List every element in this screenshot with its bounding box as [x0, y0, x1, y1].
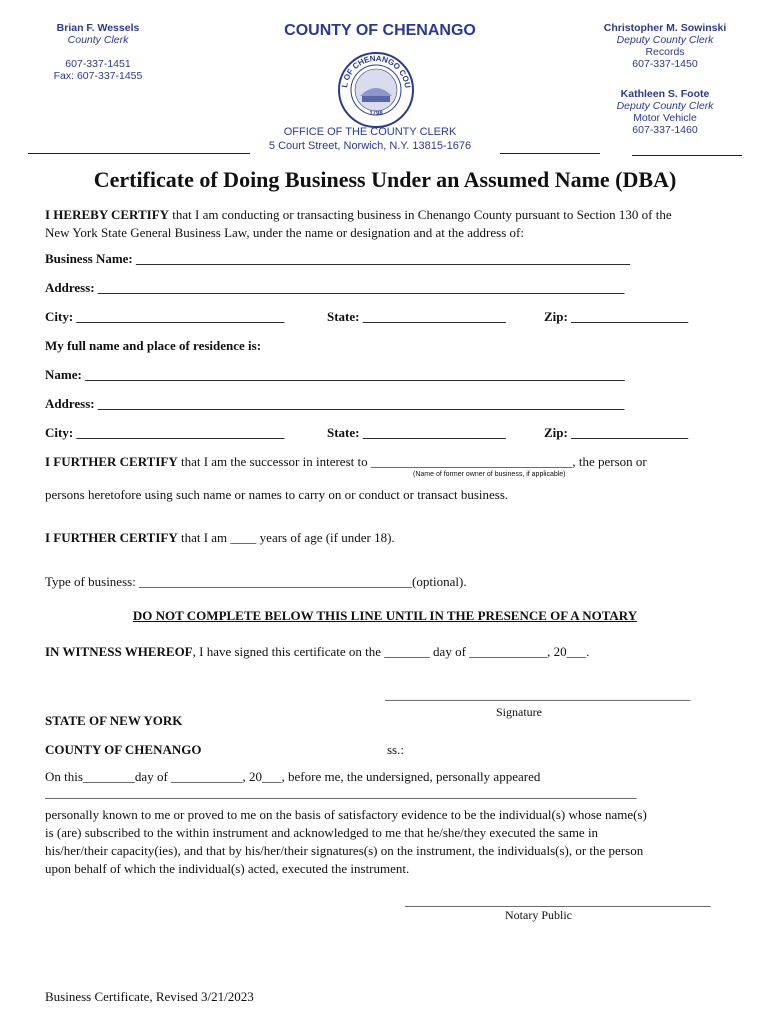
- age-field[interactable]: that I am ____ years of age (if under 18).: [177, 530, 395, 545]
- city-field-2[interactable]: City: ________________________________: [45, 425, 285, 440]
- intro-line-2: New York State General Business Law, under the name or designation and at the address of:: [45, 225, 524, 240]
- clerk-fax: Fax: 607-337-1455: [53, 70, 143, 82]
- successor-line: [45, 454, 715, 470]
- address-field-2[interactable]: Address: _________________________________________________________________________________: [45, 396, 625, 411]
- signature-line[interactable]: _______________________________________________: [385, 687, 691, 702]
- clerk-info: [28, 22, 168, 82]
- city-field-1[interactable]: City: ________________________________: [45, 309, 285, 324]
- header-rule-right: [632, 155, 742, 156]
- former-owner-note: (Name of former owner of business, if applicable): [413, 471, 566, 478]
- county-seal: [336, 50, 416, 130]
- state-field-2[interactable]: State: ______________________: [327, 425, 506, 440]
- intro-line-1: [45, 206, 715, 224]
- zip-field-1[interactable]: Zip: __________________: [544, 309, 689, 324]
- deputy1-title: Deputy County Clerk: [616, 34, 714, 46]
- deputy2-title: Deputy County Clerk: [616, 100, 714, 112]
- state-field-1[interactable]: State: ______________________: [327, 309, 506, 324]
- ack-line-3: his/her/their capacity(ies), and that by his/her/their signatures(s) on the instrument, the individuals(s), or the person: [45, 843, 644, 858]
- intro-lead: I HEREBY CERTIFY: [45, 207, 170, 222]
- further2-lead: I FURTHER CERTIFY: [45, 530, 178, 545]
- county-heading: COUNTY OF CHENANGO: [284, 22, 476, 39]
- ss-label: ss.:: [387, 742, 404, 757]
- notary-public-label: Notary Public: [505, 908, 572, 922]
- personally-appeared-field[interactable]: ___________________________________________________________________________________________: [45, 785, 637, 800]
- ack-line-2: is (are) subscribed to the within instrument and acknowledged to me that he/she/they executed the same in: [45, 825, 599, 840]
- deputy2-name: Kathleen S. Foote: [620, 88, 710, 100]
- deputy2-dept: Motor Vehicle: [633, 112, 697, 124]
- document-title: Certificate of Doing Business Under an Assumed Name (DBA): [93, 167, 677, 192]
- ack-line-1: personally known to me or proved to me on the basis of satisfactory evidence to be the individual(s) whose name(s): [45, 807, 647, 822]
- header-rule-left: [28, 153, 250, 154]
- business-name-field[interactable]: Business Name: ____________________________________________________________________________: [45, 251, 631, 266]
- seal-text: L OF CHENANGO COU: [340, 53, 413, 89]
- clerk-name: Brian F. Wessels: [56, 22, 140, 34]
- intro-rest: that I am conducting or transacting business in Chenango County pursuant to Section 130 of the: [169, 207, 672, 222]
- county-chenango: COUNTY OF CHENANGO: [45, 742, 202, 757]
- successor-line-2: persons heretofore using such name or names to carry on or conduct or transact business.: [45, 487, 509, 502]
- deputy1-name: Christopher M. Sowinski: [603, 22, 727, 34]
- notary-warning: DO NOT COMPLETE BELOW THIS LINE UNTIL IN THE PRESENCE OF A NOTARY: [132, 608, 638, 623]
- address-field-1[interactable]: Address: _________________________________________________________________________________: [45, 280, 625, 295]
- witness-lead: IN WITNESS WHEREOF: [45, 644, 193, 659]
- zip-field-2[interactable]: Zip: __________________: [544, 425, 689, 440]
- office-name: OFFICE OF THE COUNTY CLERK: [283, 126, 457, 138]
- deputy-info: [600, 22, 730, 136]
- age-line: [45, 530, 715, 546]
- on-this-line[interactable]: On this________day of ___________, 20___, before me, the undersigned, personally appeared: [45, 769, 541, 784]
- state-ny: STATE OF NEW YORK: [45, 713, 183, 728]
- successor-field[interactable]: that I am the successor in interest to _______________________________, the person or: [177, 454, 647, 469]
- deputy2-phone: 607-337-1460: [632, 124, 698, 136]
- notary-signature-line[interactable]: _______________________________________________: [405, 893, 711, 908]
- deputy1-dept: Records: [645, 46, 685, 58]
- further1-lead: I FURTHER CERTIFY: [45, 454, 178, 469]
- header-rule-mid: [500, 153, 600, 154]
- ack-line-4: upon behalf of which the individual(s) acted, executed the instrument.: [45, 861, 410, 876]
- deputy1-phone: 607-337-1450: [632, 58, 698, 70]
- clerk-phone: 607-337-1451: [65, 58, 131, 70]
- name-field-2[interactable]: Name: ___________________________________________________________________________________: [45, 367, 625, 382]
- footer-revision: Business Certificate, Revised 3/21/2023: [45, 989, 254, 1004]
- type-of-business-field[interactable]: Type of business: __________________________________________(optional).: [45, 574, 467, 589]
- witness-line: [45, 644, 715, 660]
- office-address: 5 Court Street, Norwich, N.Y. 13815-1676: [268, 140, 472, 152]
- witness-date-field[interactable]: , I have signed this certificate on the _______ day of ____________, 20___.: [192, 644, 590, 659]
- clerk-title: County Clerk: [67, 34, 129, 46]
- residence-heading: My full name and place of residence is:: [45, 338, 262, 353]
- seal-year: 1798: [369, 111, 383, 117]
- office-block: [240, 125, 500, 153]
- signature-label: Signature: [496, 705, 542, 719]
